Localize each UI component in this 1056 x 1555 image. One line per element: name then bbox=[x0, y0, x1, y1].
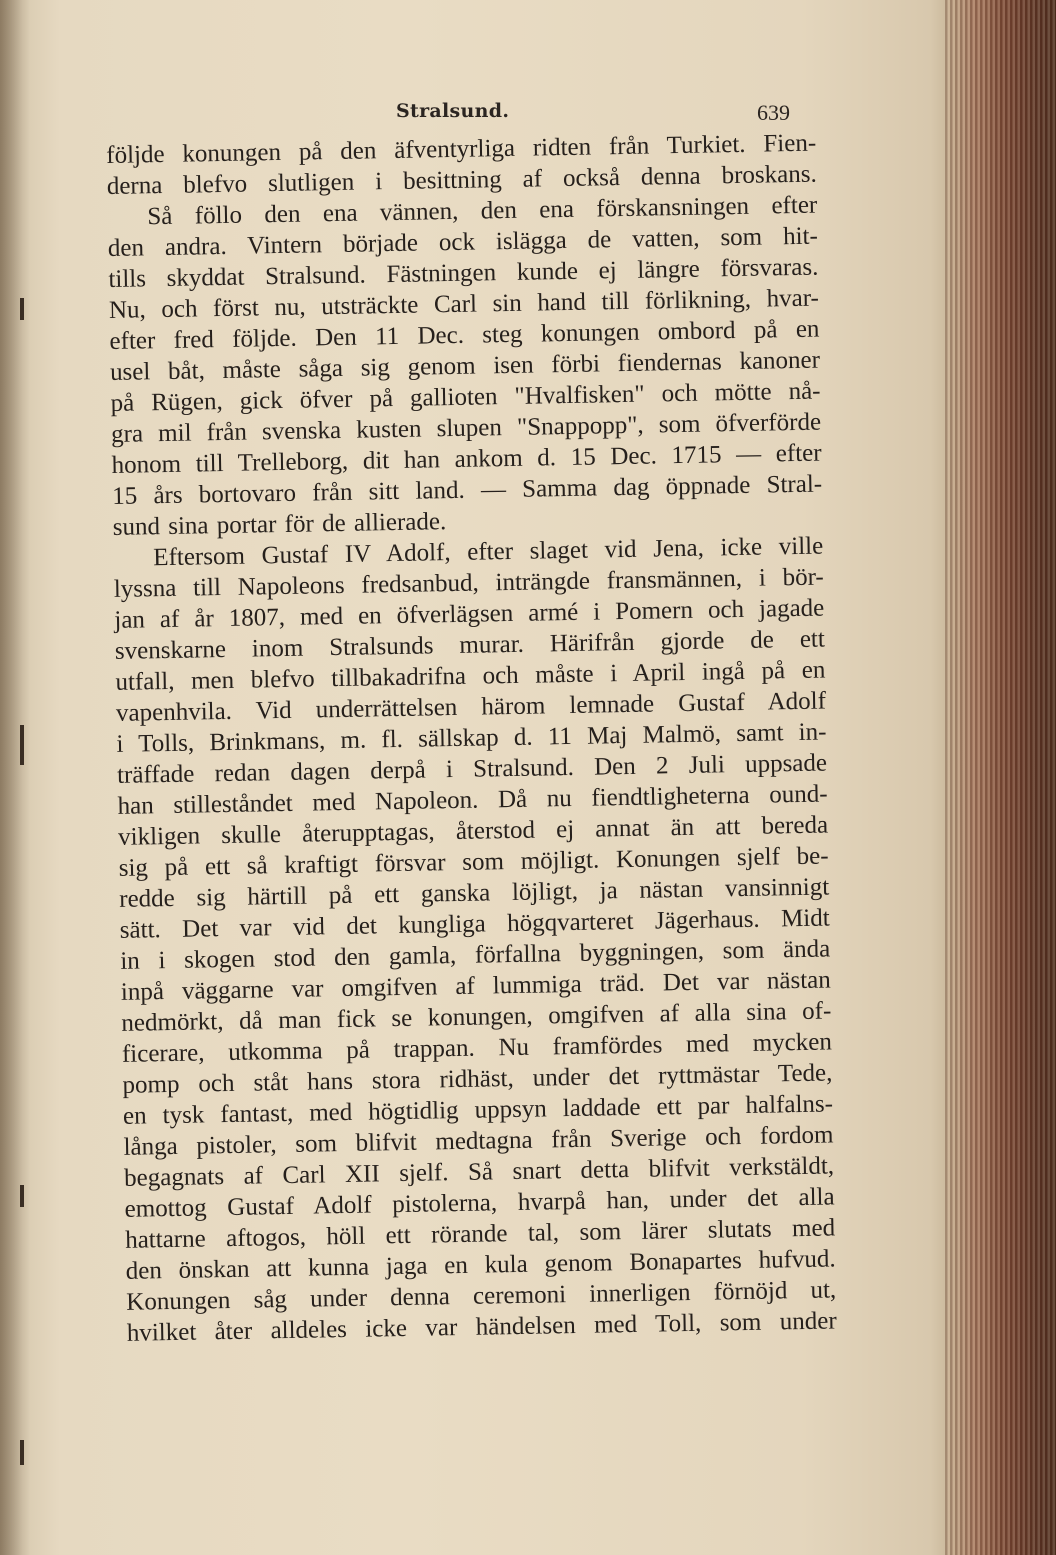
text-line: efter fred följde. Den 11 Dec. steg konungen ombord på en bbox=[109, 315, 820, 355]
text-line: den önskan att kunna jaga en kula genom Bonapartes hufvud. bbox=[125, 1245, 836, 1285]
text-line: pomp och ståt hans stora ridhäst, under det ryttmästar Tede, bbox=[122, 1059, 833, 1099]
text-line: sig på ett så kraftigt försvar som möjligt. Konungen sjelf be- bbox=[118, 842, 829, 882]
text-line: derna blefvo slutligen i besittning af också denna broskans. bbox=[106, 160, 817, 200]
margin-mark bbox=[20, 1440, 24, 1465]
text-line: hattarne aftogos, höll ett rörande tal, som lärer slutats med bbox=[124, 1214, 836, 1254]
text-line: inpå väggarne var omgifven af lummiga träd. Det var nästan bbox=[120, 966, 832, 1006]
margin-mark bbox=[20, 298, 24, 320]
text-line: vapenhvila. Vid underrättelsen härom lemnade Gustaf Adolf bbox=[115, 687, 827, 727]
text-line: Nu, och först nu, utsträckte Carl sin hand till förlikning, hvar- bbox=[108, 284, 820, 324]
text-line: redde sig härtill på ett ganska löjligt, ja nästan vansinnigt bbox=[119, 873, 830, 913]
text-line: långa pistoler, som blifvit medtagna från Sverige och fordom bbox=[123, 1121, 834, 1161]
text-line: utfall, men blefvo tillbakadrifna och måste i April ingå på en bbox=[115, 656, 826, 696]
text-line: 15 års bortovaro från sitt land. — Samma dag öppnade Stral- bbox=[111, 470, 823, 510]
text-line: i Tolls, Brinkmans, m. fl. sällskap d. 11 Maj Malmö, samt in- bbox=[116, 718, 827, 758]
text-line: han stilleståndet med Napoleon. Då nu fiendtligheterna ound- bbox=[117, 780, 828, 820]
text-line: jan af år 1807, med en öfverlägsen armé i Pomern och jagade bbox=[114, 594, 825, 634]
text-line: Så föllo den ena vännen, den ena förskansningen efter bbox=[147, 191, 818, 231]
margin-mark bbox=[20, 725, 24, 765]
text-line: en tysk fantast, med högtidlig uppsyn laddade ett par halfalns- bbox=[122, 1090, 834, 1130]
body-text bbox=[106, 128, 837, 1349]
text-line: honom till Trelleborg, dit han ankom d. 15 Dec. 1715 — efter bbox=[111, 439, 822, 479]
running-title: Stralsund. bbox=[396, 100, 510, 122]
text-line: träffade redan dagen derpå i Stralsund. Den 2 Juli uppsade bbox=[116, 749, 828, 789]
page-header bbox=[100, 100, 830, 130]
page-number: 639 bbox=[757, 100, 790, 125]
text-line: in i skogen stod den gamla, förfallna byggningen, som ända bbox=[120, 935, 831, 975]
text-line: hvilket åter alldeles icke var händelsen med Toll, som under bbox=[126, 1307, 837, 1347]
text-line: usel båt, måste såga sig genom isen förbi fiendernas kanoner bbox=[109, 346, 821, 386]
text-line: den andra. Vintern började ock islägga de vatten, som hit- bbox=[107, 222, 819, 262]
text-line: Konungen såg under denna ceremoni innerligen förnöjd ut, bbox=[126, 1276, 837, 1316]
margin-mark bbox=[20, 1185, 24, 1207]
text-line: Eftersom Gustaf IV Adolf, efter slaget vid Jena, icke ville bbox=[153, 532, 824, 572]
text-line: gra mil från svenska kusten slupen "Snappopp", som öfverförde bbox=[110, 408, 822, 448]
text-line: svenskarne inom Stralsunds murar. Härifrån gjorde de ett bbox=[114, 625, 826, 665]
text-line: nedmörkt, då man fick se konungen, omgifven af alla sina of- bbox=[121, 997, 832, 1037]
text-line: tills skyddat Stralsund. Fästningen kunde ej längre försvaras. bbox=[108, 253, 819, 293]
text-line: sätt. Det var vid det kungliga högqvarteret Jägerhaus. Midt bbox=[119, 904, 830, 944]
text-line: följde konungen på den äfventyrliga ridten från Turkiet. Fien- bbox=[106, 129, 817, 169]
text-line: begagnats af Carl XII sjelf. Så snart detta blifvit verkstäldt, bbox=[123, 1152, 835, 1192]
page-edges bbox=[945, 0, 1056, 1555]
text-line: sund sina portar för de allierade. bbox=[112, 508, 447, 541]
text-line: på Rügen, gick öfver på gallioten "Hvalfisken" och mötte nå- bbox=[110, 377, 821, 417]
text-line: lyssna till Napoleons fredsanbud, inträngde fransmännen, i bör- bbox=[113, 563, 824, 603]
text-line: vikligen skulle återupptagas, återstod ej annat än att bereda bbox=[117, 811, 829, 851]
text-line: ficerare, utkomma på trappan. Nu framfördes med mycken bbox=[121, 1028, 833, 1068]
text-line: emottog Gustaf Adolf pistolerna, hvarpå han, under det alla bbox=[124, 1183, 835, 1223]
binding-shadow bbox=[0, 0, 30, 1555]
